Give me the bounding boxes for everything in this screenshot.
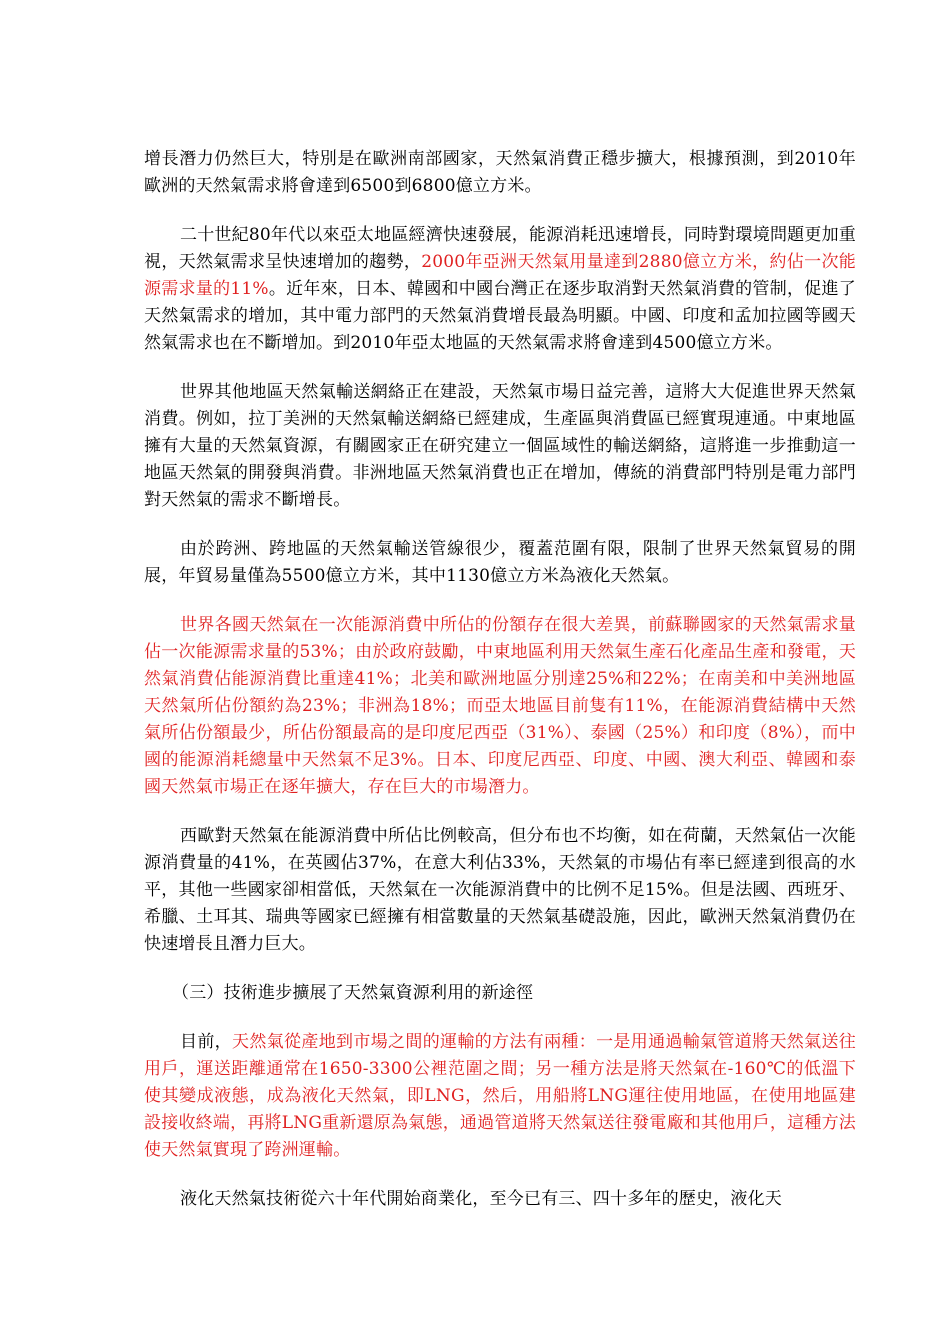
paragraph-western-europe: 西歐對天然氣在能源消費中所佔比例較高，但分布也不均衡，如在荷蘭，天然氣佔一次能源消費量的41%，在英國佔37%，在意大利佔33%，天然氣的市場佔有率已經達到很高的水平，其他一些國家卻相當低，天然氣在一次能源消費中的比例不足15%。但是法國、西班牙、希臘、土耳其、瑞典等國家已經擁有相當數量的天然氣基礎設施，因此，歐洲天然氣消費仍在快速增長且潛力巨大。 bbox=[144, 826, 856, 954]
paragraph-europe-demand: 增長潛力仍然巨大，特別是在歐洲南部國家，天然氣消費正穩步擴大，根據預測，到2010年歐洲的天然氣需求將會達到6500到6800億立方米。 bbox=[144, 149, 856, 196]
highlighted-text: 2000年亞洲天然氣用量達到2880億立方米，約佔一次能源需求量的11% bbox=[144, 252, 856, 299]
paragraph-text: 二十世紀80年代以來亞太地區經濟快速發展，能源消耗迅速增長，同時對環境問題更加重視，天然氣需求呈快速增加的趨勢， bbox=[144, 225, 856, 272]
highlighted-text: 天然氣從產地到市場之間的運輸的方法有兩種：一是用通過輸氣管道將天然氣送往用戶，運送距離通常在1650-3300公裡范圍之間；另一種方法是將天然氣在-160℃的低溫下使其變成液態，成為液化天然氣，即LNG，然后，用船將LNG運往使用地區，在使用地區建設接收終端，再將LNG重新還原為氣態，通過管道將天然氣送往發電廠和其他用戶，這種方法使天然氣實現了跨洲運輸。 bbox=[144, 1032, 856, 1160]
document-page bbox=[144, 146, 856, 1213]
paragraph-other-regions: 世界其他地區天然氣輸送網絡正在建設，天然氣市場日益完善，這將大大促進世界天然氣消費。例如，拉丁美洲的天然氣輸送網絡已經建成，生產區與消費區已經實現連通。中東地區擁有大量的天然氣資源，有關國家正在研究建立一個區域性的輸送網絡，這將進一步推動這一地區天然氣的開發與消費。非洲地區天然氣消費也正在增加，傳統的消費部門特別是電力部門對天然氣的需求不斷增長。 bbox=[144, 382, 856, 510]
paragraph-share-differences: 世界各國天然氣在一次能源消費中所佔的份額存在很大差異，前蘇聯國家的天然氣需求量佔一次能源需求量的53%；由於政府鼓勵，中東地區利用天然氣生產石化產品生產和發電，天然氣消費佔能源消費比重達41%；北美和歐洲地區分別達25%和22%；在南美和中美洲地區天然氣所佔份額約為23%；非洲為18%；而亞太地區目前隻有11%，在能源消費結構中天然氣所佔份額最少，所佔份額最高的是印度尼西亞（31%）、泰國（25%）和印度（8%），而中國的能源消耗總量中天然氣不足3%。日本、印度尼西亞、印度、中國、澳大利亞、韓國和泰國天然氣市場正在逐年擴大，存在巨大的市場潛力。 bbox=[144, 615, 856, 797]
section-heading: （三）技術進步擴展了天然氣資源利用的新途徑 bbox=[172, 983, 534, 1003]
paragraph-trade: 由於跨洲、跨地區的天然氣輸送管線很少，覆蓋范圍有限，限制了世界天然氣貿易的開展，年貿易量僅為5500億立方米，其中1130億立方米為液化天然氣。 bbox=[144, 539, 856, 586]
paragraph-text: 目前， bbox=[180, 1032, 233, 1052]
paragraph-lng-history: 液化天然氣技術從六十年代開始商業化，至今已有三、四十多年的歷史，液化天 bbox=[180, 1189, 782, 1209]
paragraph-transport-methods bbox=[144, 1029, 856, 1164]
paragraph-asia-pacific bbox=[144, 222, 856, 357]
paragraph-text: 。近年來，日本、韓國和中國台灣正在逐步取消對天然氣消費的管制，促進了天然氣需求的增加，其中電力部門的天然氣消費增長最為明顯。中國、印度和孟加拉國等國天然氣需求也在不斷增加。到2010年亞太地區的天然氣需求將會達到4500億立方米。 bbox=[144, 279, 856, 353]
